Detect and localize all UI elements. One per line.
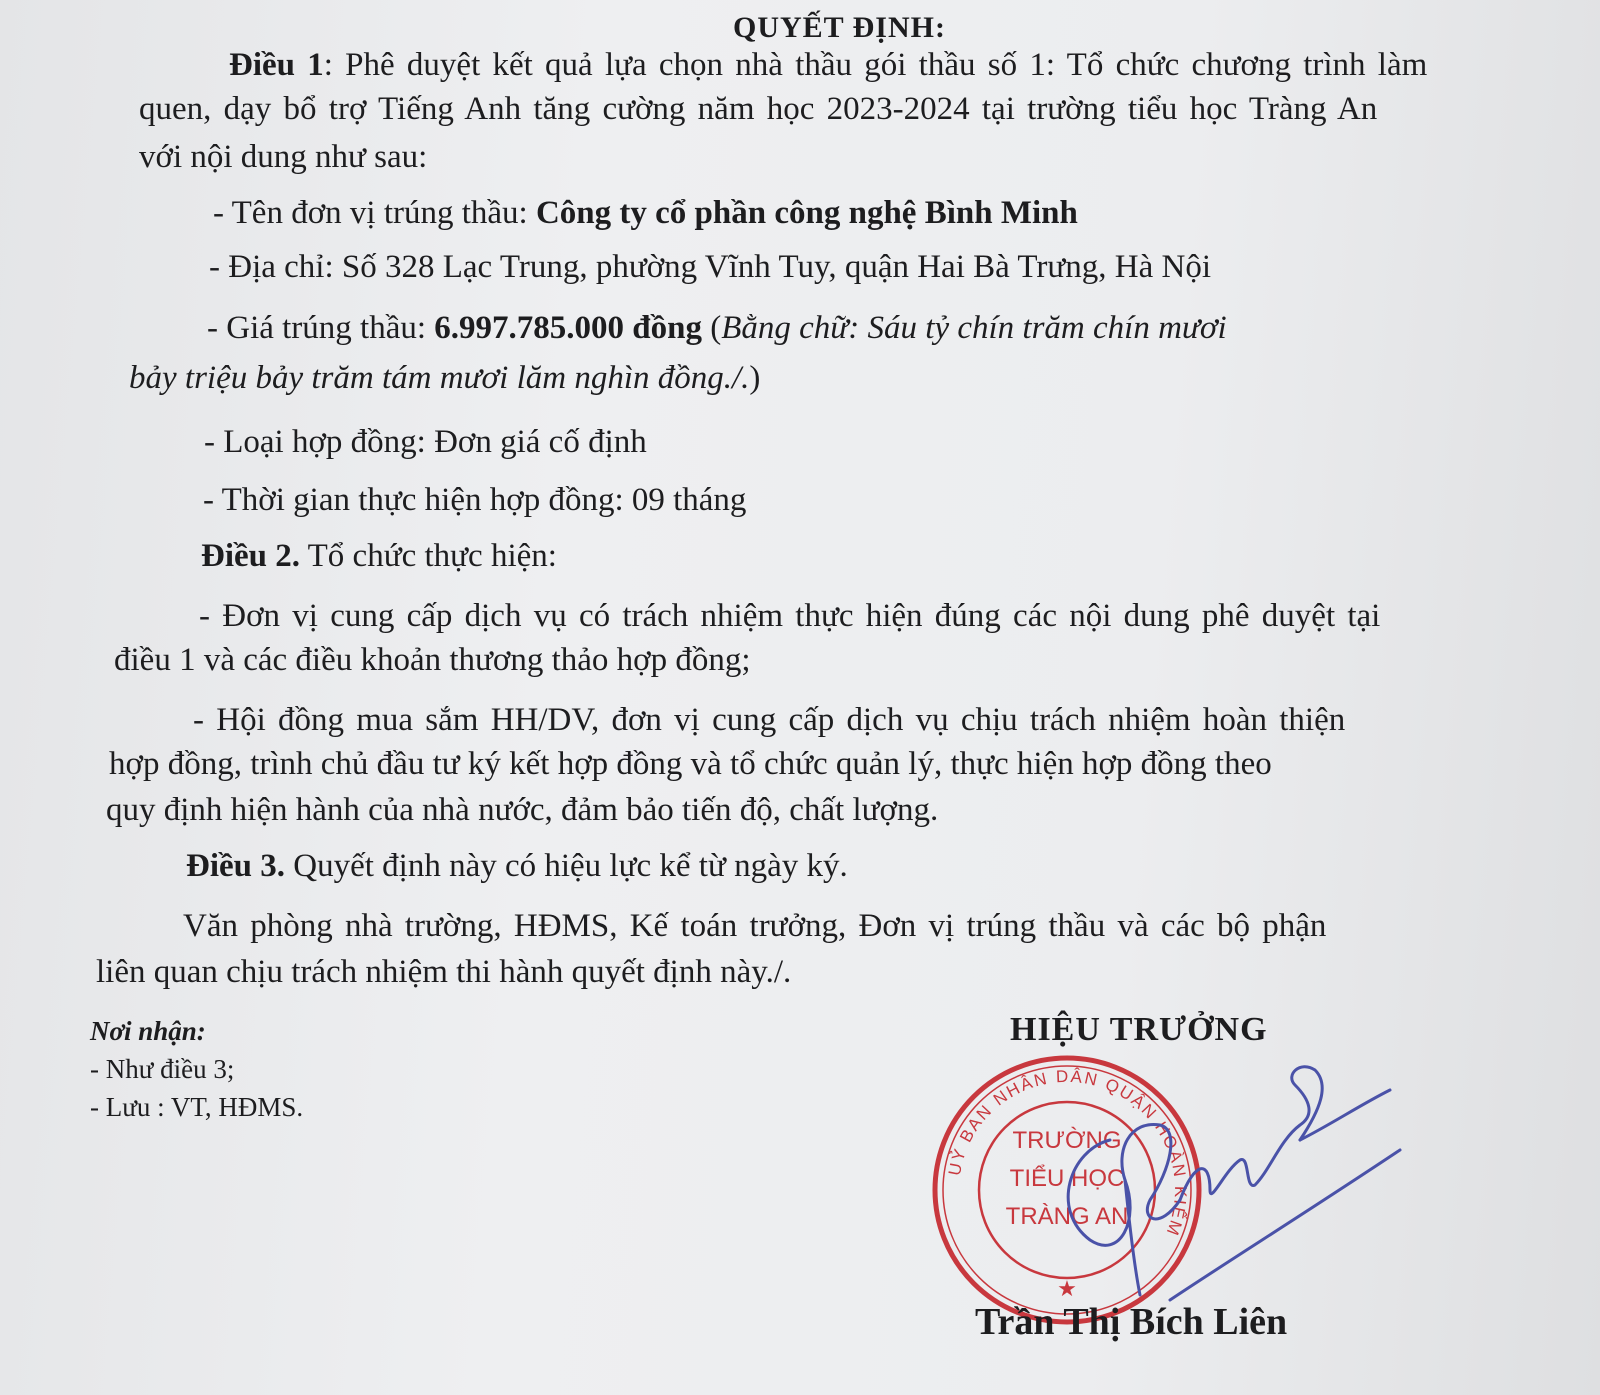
price-words-line-2 <box>129 358 760 398</box>
winner-label: - Tên đơn vị trúng thầu: <box>213 195 536 231</box>
duration-line: - Thời gian thực hiện hợp đồng: 09 tháng <box>203 482 747 518</box>
stamp-line-3: TRÀNG AN <box>1005 1203 1129 1230</box>
article-3-label: Điều 3. <box>186 848 285 884</box>
price-words-2: bảy triệu bảy trăm tám mươi lăm nghìn đồng./. <box>129 360 750 396</box>
star-icon: ★ <box>1057 1276 1077 1301</box>
article-1-label: Điều 1 <box>229 47 324 83</box>
article-1-text: : Phê duyệt kết quả lựa chọn nhà thầu gói thầu số 1: Tổ chức chương trình làm <box>323 47 1428 83</box>
price-paren-open: ( <box>702 310 722 346</box>
winner-line <box>213 193 1078 233</box>
article-2-p1-line-2: điều 1 và các điều khoản thương thảo hợp đồng; <box>114 642 751 678</box>
article-2-label: Điều 2. <box>201 538 300 574</box>
stamp-line-2: TIỂU HỌC <box>1009 1165 1125 1192</box>
document-title: QUYẾT ĐỊNH: <box>733 11 946 44</box>
address-line: - Địa chỉ: Số 328 Lạc Trung, phường Vĩnh Tuy, quận Hai Bà Trưng, Hà Nội <box>209 249 1212 285</box>
recipient-item: - Như điều 3; <box>90 1054 235 1084</box>
signer-name: Trần Thị Bích Liên <box>975 1301 1288 1343</box>
article-1-line-3: với nội dung như sau: <box>139 139 428 175</box>
article-1-line-1 <box>229 45 1427 85</box>
recipient-item: - Lưu : VT, HĐMS. <box>90 1092 304 1122</box>
article-2-p1-line-1: - Đơn vị cung cấp dịch vụ có trách nhiệm thực hiện đúng các nội dung phê duyệt tại <box>199 598 1381 634</box>
price-value: 6.997.785.000 đồng <box>434 310 702 346</box>
contract-type-line: - Loại hợp đồng: Đơn giá cố định <box>204 424 647 460</box>
price-label: - Giá trúng thầu: <box>207 310 435 346</box>
recipients-heading: Nơi nhận: <box>90 1016 206 1046</box>
article-3-text: Quyết định này có hiệu lực kể từ ngày ký. <box>285 848 848 884</box>
article-2-p2-line-3: quy định hiện hành của nhà nước, đảm bảo tiến độ, chất lượng. <box>106 792 939 828</box>
price-words-1: Bằng chữ: Sáu tỷ chín trăm chín mươi <box>721 310 1227 346</box>
closing-line-2: liên quan chịu trách nhiệm thi hành quyết định này./. <box>96 954 792 990</box>
price-paren-close: ) <box>749 360 761 396</box>
handwritten-signature <box>1030 1030 1430 1310</box>
signer-title: HIỆU TRƯỞNG <box>1010 1011 1268 1048</box>
article-3-line <box>186 846 848 886</box>
article-1-line-2: quen, dạy bổ trợ Tiếng Anh tăng cường năm học 2023-2024 tại trường tiểu học Tràng An <box>139 91 1378 127</box>
article-2-p2-line-2: hợp đồng, trình chủ đầu tư ký kết hợp đồng và tổ chức quản lý, thực hiện hợp đồng theo <box>109 746 1272 782</box>
price-line <box>207 308 1227 348</box>
article-2-p2-line-1: - Hội đồng mua sắm HH/DV, đơn vị cung cấp dịch vụ chịu trách nhiệm hoàn thiện <box>193 702 1346 738</box>
stamp-line-1: TRƯỜNG <box>1012 1127 1122 1154</box>
winner-value: Công ty cổ phần công nghệ Bình Minh <box>535 195 1078 231</box>
stamp-ring-text: UỶ BAN NHÂN DÂN QUẬN HOÀN KIẾM <box>944 1066 1191 1240</box>
closing-line-1: Văn phòng nhà trường, HĐMS, Kế toán trưởng, Đơn vị trúng thầu và các bộ phận <box>183 908 1327 944</box>
article-2-heading-text: Tổ chức thực hiện: <box>300 538 557 574</box>
article-2-heading <box>201 536 557 576</box>
